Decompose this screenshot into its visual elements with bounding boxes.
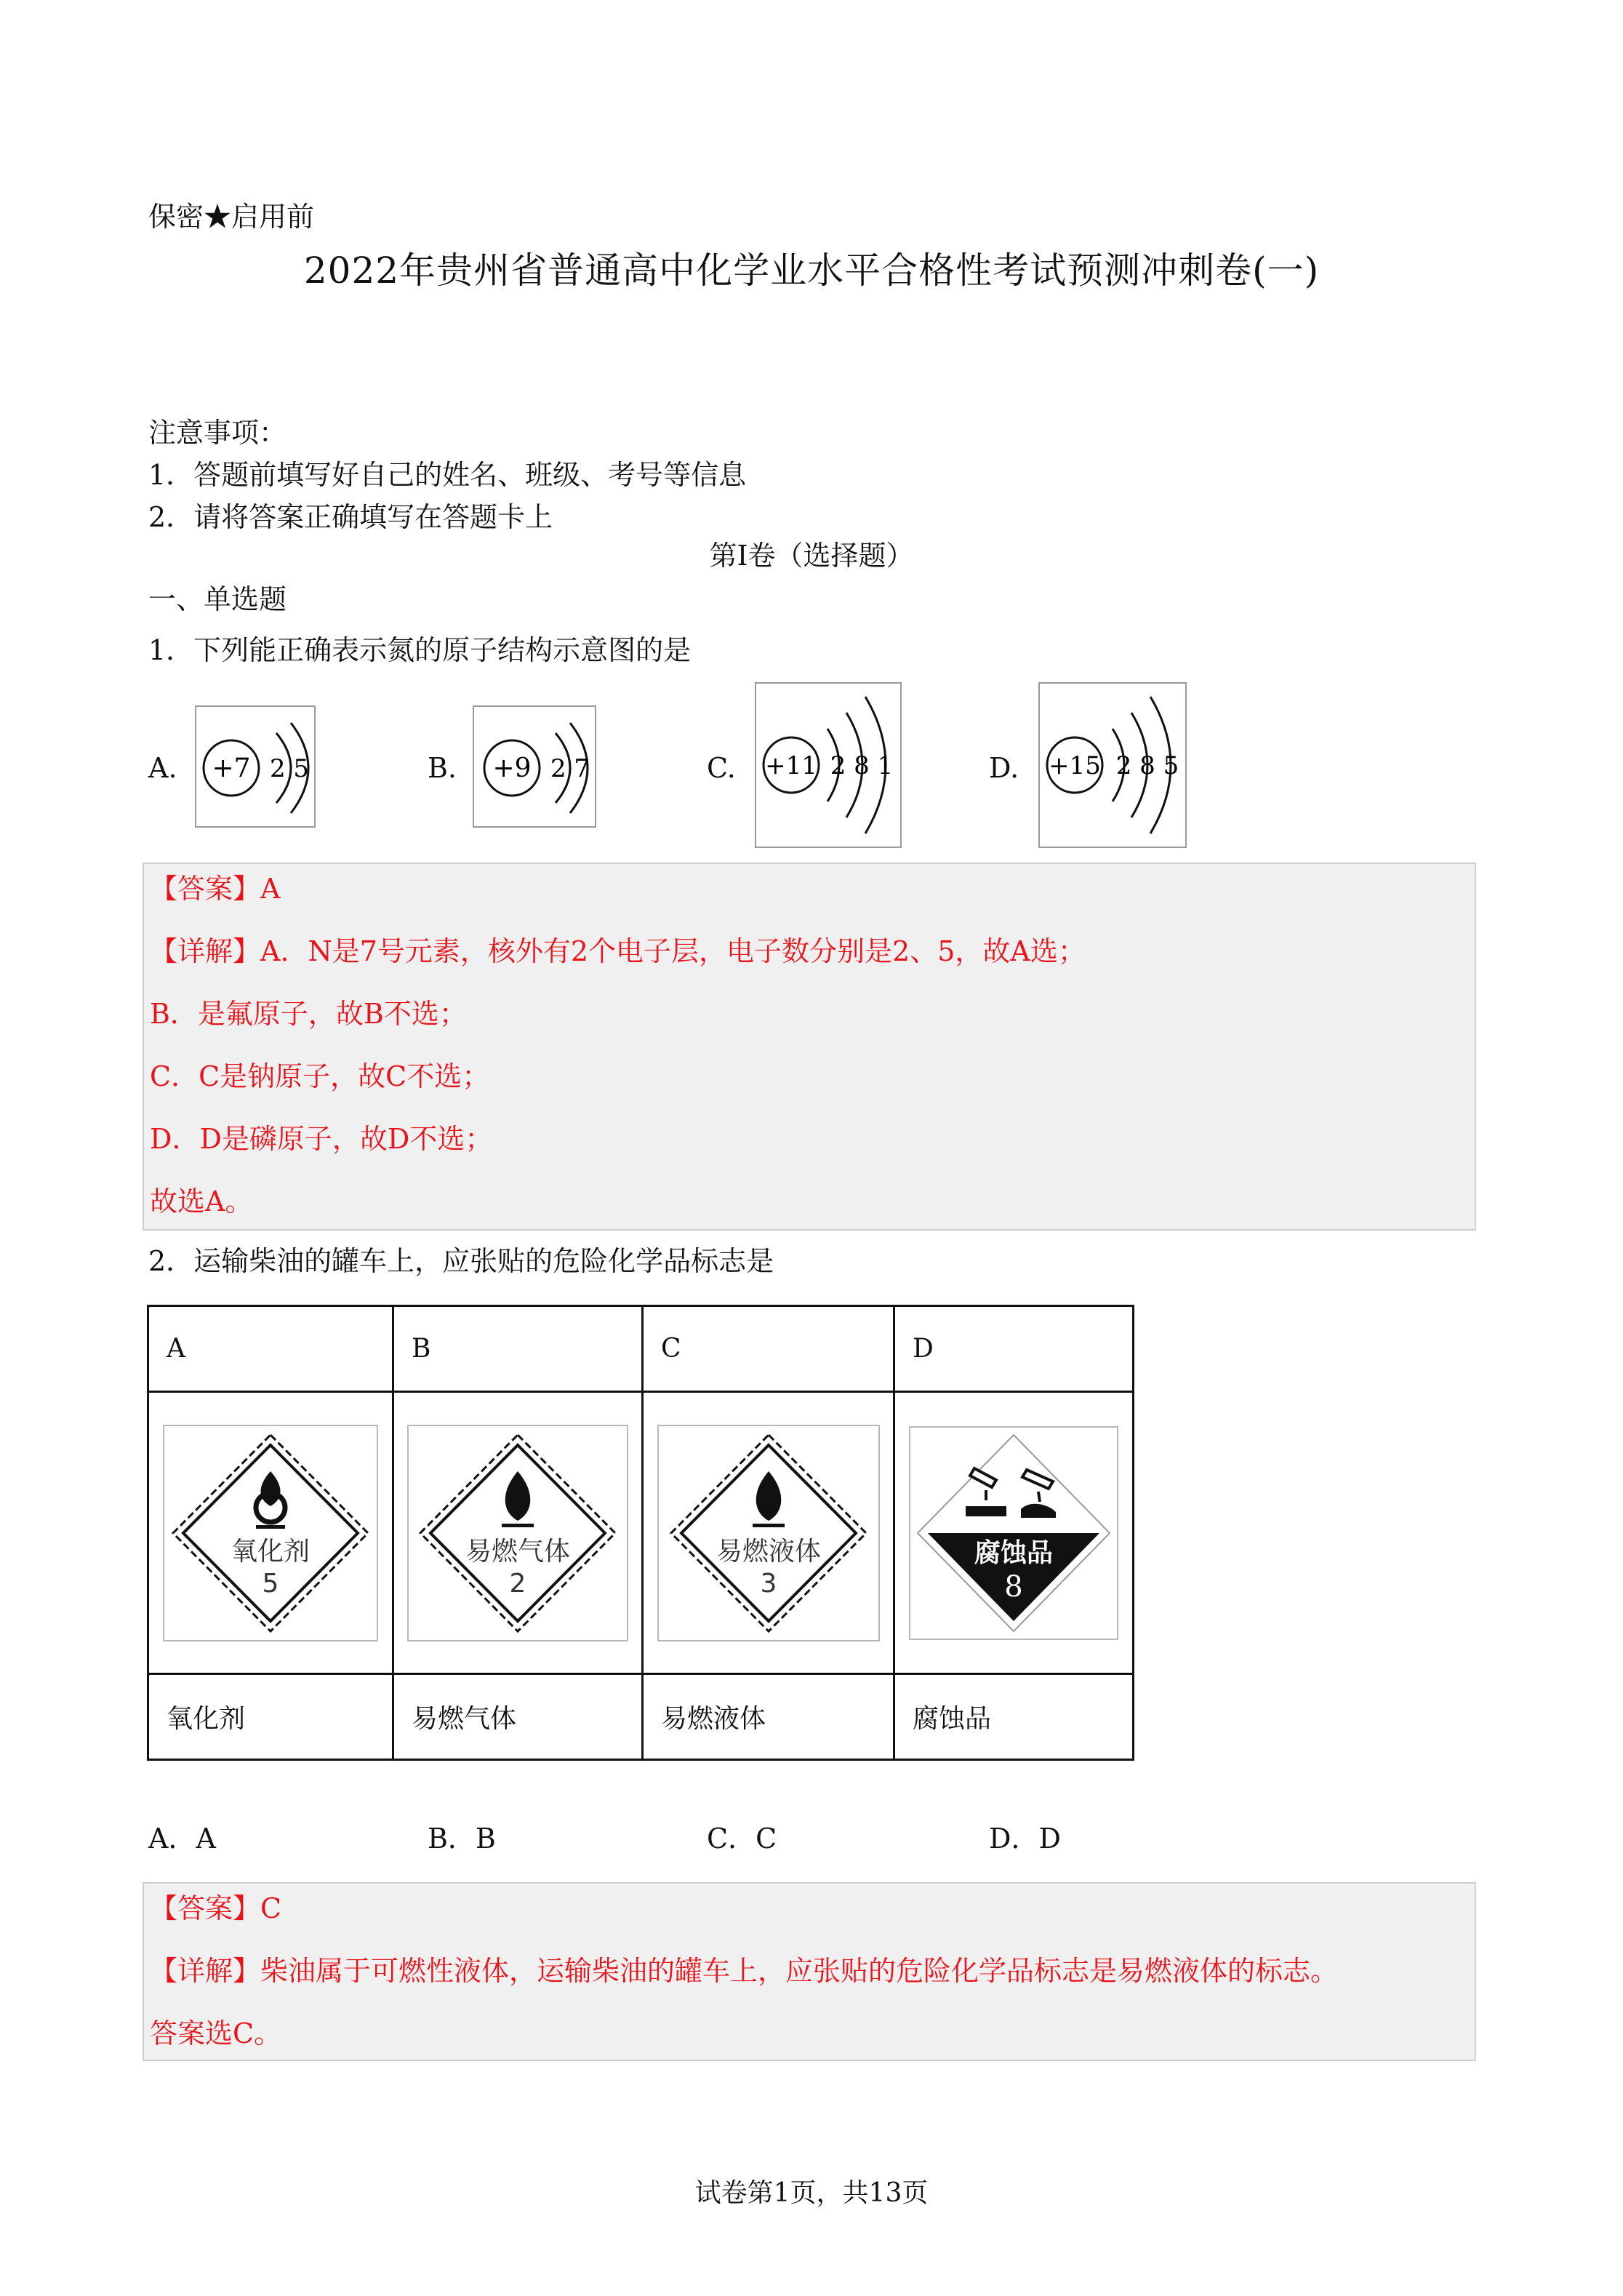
sign-text: 腐蚀品	[974, 1537, 1054, 1568]
nucleus-charge: +15	[1049, 751, 1101, 780]
sign-number: 5	[262, 1568, 279, 1599]
choice-option: D．D	[989, 1823, 1061, 1855]
option-label: A.	[148, 752, 177, 784]
table-caption: 腐蚀品	[894, 1674, 1134, 1760]
choice-option: A．A	[148, 1823, 216, 1855]
sign-cell	[643, 1392, 894, 1674]
notes-item: 2．请将答案正确填写在答题卡上	[148, 501, 553, 533]
shell-electrons: 2 8 5	[1115, 751, 1179, 780]
sign-text: 氧化剂	[231, 1536, 310, 1567]
flammable-liquid-sign	[657, 1425, 880, 1641]
flammable-gas-sign	[407, 1425, 628, 1641]
explain-line: D．D是磷原子，故D不选；	[150, 1123, 493, 1155]
answer-box-q1	[143, 863, 1476, 1231]
explain-line: 【详解】A．N是7号元素，核外有2个电子层，电子数分别是2、5，故A选；	[150, 935, 1086, 967]
sign-text: 易燃液体	[716, 1536, 821, 1567]
explain-line: 【详解】柴油属于可燃性液体，运输柴油的罐车上，应张贴的危险化学品标志是易燃液体的标志。	[150, 1955, 1339, 1987]
oxidizer-sign	[163, 1425, 378, 1641]
notes-item: 1．答题前填写好自己的姓名、班级、考号等信息	[148, 459, 747, 491]
atom-diagram-b	[473, 705, 596, 828]
shell-electrons: 2 8 1	[830, 751, 894, 780]
confidential-label: 保密★启用前	[148, 201, 315, 233]
answer-line: 【答案】C	[150, 1892, 282, 1924]
nucleus-charge: +9	[492, 753, 532, 783]
option-label: B.	[428, 752, 457, 784]
sign-number: 3	[760, 1568, 777, 1599]
table-caption: 易燃液体	[643, 1674, 894, 1760]
table-caption: 易燃气体	[393, 1674, 643, 1760]
sign-cell	[894, 1392, 1134, 1674]
option-label: D.	[989, 752, 1019, 784]
explain-line: C．C是钠原子，故C不选；	[150, 1060, 490, 1092]
page-title: 2022年贵州省普通高中化学业水平合格性考试预测冲刺卷(一)	[303, 249, 1320, 292]
volume-heading: 第I卷（选择题）	[709, 540, 914, 572]
nucleus-charge: +7	[212, 753, 251, 783]
table-header: A	[148, 1306, 393, 1392]
corrosive-sign	[909, 1426, 1118, 1640]
sign-cell	[393, 1392, 643, 1674]
shell-electrons: 2 5	[269, 754, 310, 783]
choice-option: B．B	[428, 1823, 496, 1855]
page-footer: 试卷第1页，共13页	[694, 2178, 929, 2208]
notes-heading: 注意事项：	[148, 417, 287, 449]
sign-text: 易燃气体	[465, 1536, 571, 1567]
atom-diagram-a	[195, 705, 316, 828]
table-header: D	[894, 1306, 1134, 1392]
hazard-sign-table	[147, 1305, 1134, 1761]
choice-option: C．C	[707, 1823, 777, 1855]
answer-box-q2	[143, 1882, 1476, 2061]
explain-line: 答案选C。	[150, 2017, 282, 2049]
table-caption: 氧化剂	[148, 1674, 393, 1760]
question-1-stem: 1．下列能正确表示氮的原子结构示意图的是	[148, 634, 692, 666]
answer-line: 【答案】A	[150, 873, 281, 905]
option-label: C.	[707, 752, 736, 784]
part-heading: 一、单选题	[148, 583, 287, 615]
atom-diagram-d	[1038, 682, 1187, 848]
sign-number: 2	[509, 1568, 526, 1599]
question-2-stem: 2．运输柴油的罐车上，应张贴的危险化学品标志是	[148, 1245, 774, 1277]
explain-line: 故选A。	[150, 1185, 253, 1217]
nucleus-charge: +11	[765, 751, 817, 780]
atom-diagram-c	[755, 682, 902, 848]
sign-cell	[148, 1392, 393, 1674]
table-header: C	[643, 1306, 894, 1392]
table-header: B	[393, 1306, 643, 1392]
shell-electrons: 2 7	[550, 754, 590, 783]
sign-number: 8	[1004, 1569, 1023, 1604]
explain-line: B．是氟原子，故B不选；	[150, 998, 467, 1030]
